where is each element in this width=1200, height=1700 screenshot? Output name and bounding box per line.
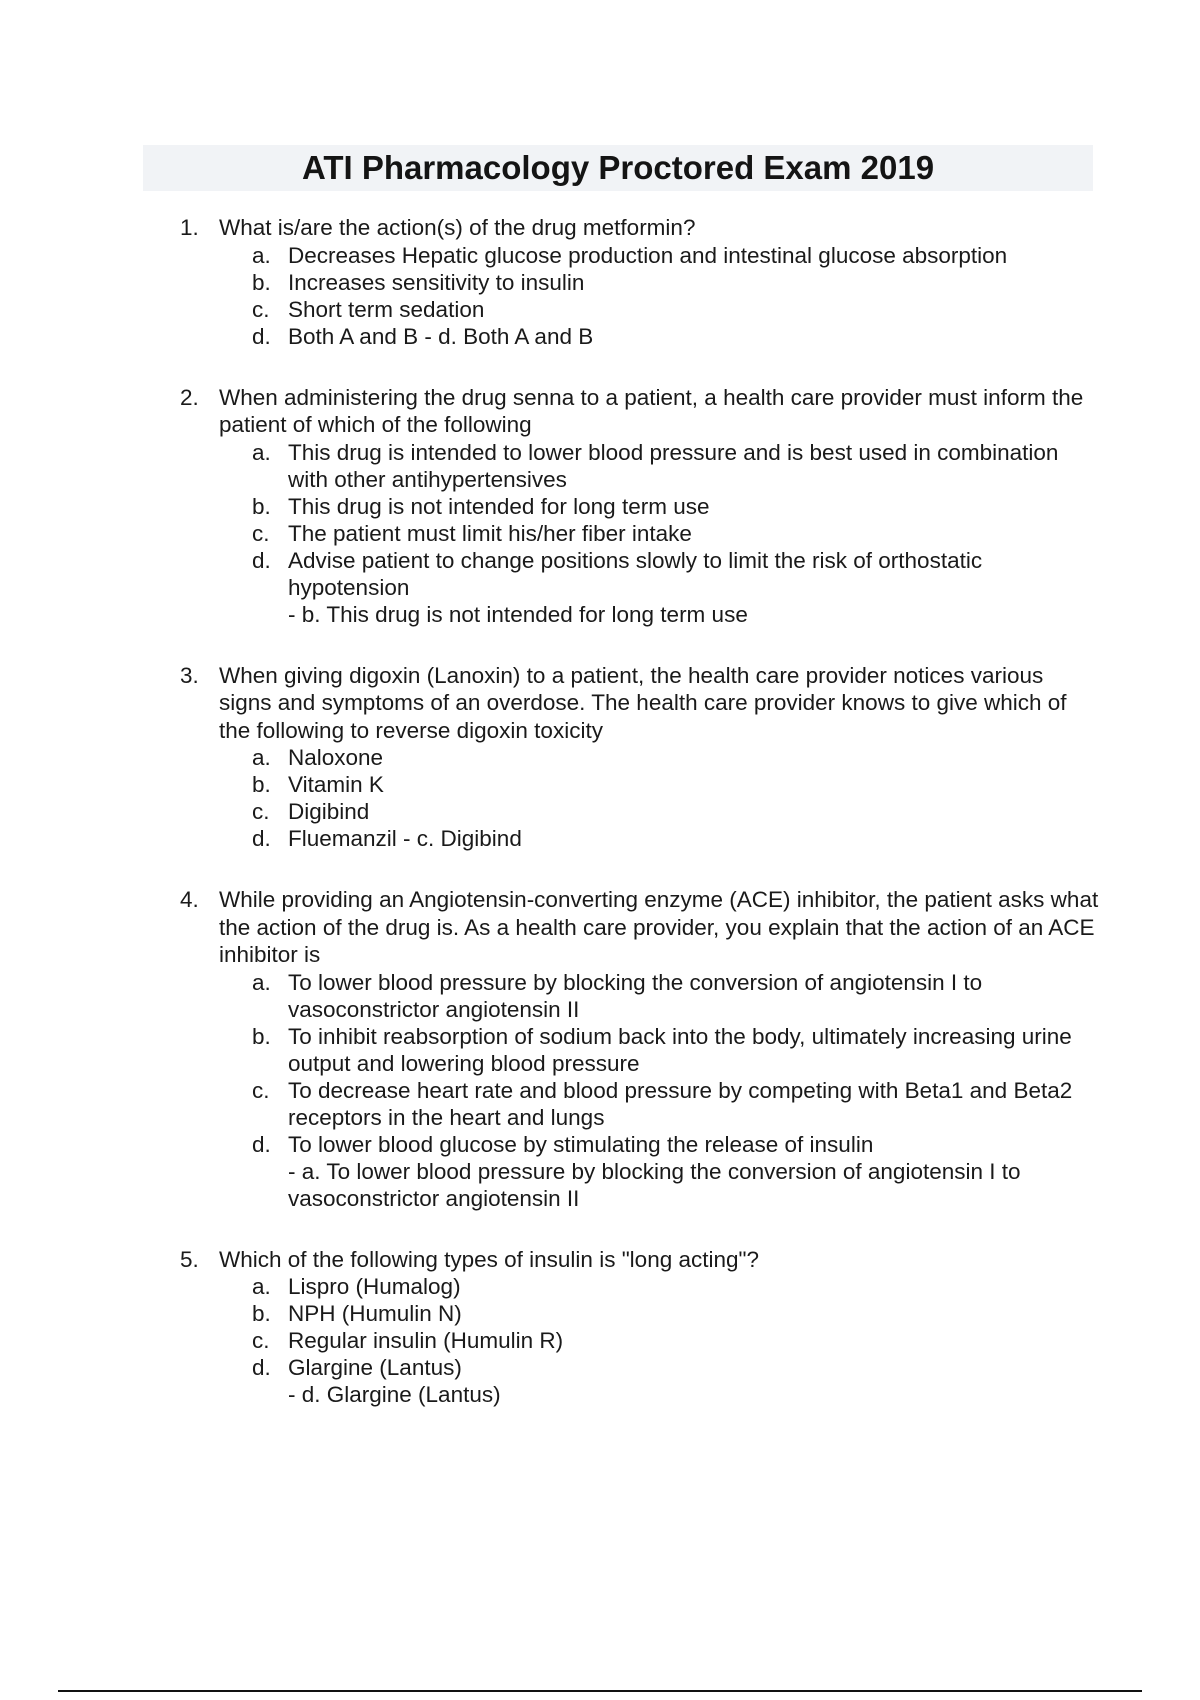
option-text: Regular insulin (Humulin R)	[288, 1328, 564, 1353]
option-d	[252, 323, 1100, 350]
question-list	[180, 214, 1100, 1442]
option-letter: d.	[252, 826, 271, 851]
question-number: 3.	[180, 662, 199, 688]
option-d	[252, 1131, 1100, 1158]
option-text: Increases sensitivity to insulin	[288, 269, 585, 295]
option-b	[252, 1023, 1100, 1077]
option-text: NPH (Humulin N)	[288, 1301, 462, 1326]
option-list	[180, 744, 1100, 852]
option-text: Both A and B - d. Both A and B	[288, 323, 594, 349]
option-a	[252, 744, 1100, 771]
option-c	[252, 1077, 1100, 1131]
option-letter: b.	[252, 493, 271, 519]
option-letter: d.	[252, 323, 271, 349]
option-text: Advise patient to change positions slowly to limit the risk of orthostatic hypotension	[288, 547, 983, 600]
option-letter: b.	[252, 1023, 271, 1049]
option-letter: a.	[252, 242, 271, 268]
option-text: To lower blood glucose by stimulating the release of insulin	[288, 1131, 874, 1157]
question-text: Which of the following types of insulin is "long acting"?	[219, 1246, 760, 1272]
option-b	[252, 1300, 1100, 1327]
option-a	[252, 439, 1100, 493]
option-letter: a.	[252, 439, 271, 465]
option-letter: d.	[252, 1355, 271, 1380]
option-b	[252, 269, 1100, 296]
option-c	[252, 798, 1100, 825]
option-d	[252, 547, 1100, 601]
option-list	[180, 439, 1100, 601]
option-text: To inhibit reabsorption of sodium back into the body, ultimately increasing urine output and lowering blood pressure	[288, 1023, 1072, 1076]
option-text: Short term sedation	[288, 296, 485, 322]
answer-text: - d. Glargine (Lantus)	[288, 1382, 501, 1407]
option-text: Glargine (Lantus)	[288, 1355, 462, 1380]
option-text: Naloxone	[288, 745, 384, 770]
option-letter: b.	[252, 1301, 271, 1326]
question-number: 4.	[180, 887, 199, 912]
question-number: 1.	[180, 215, 199, 240]
option-letter: c.	[252, 1077, 270, 1103]
question-5	[180, 1246, 1100, 1409]
option-list	[180, 242, 1100, 350]
question-number: 2.	[180, 384, 199, 410]
option-letter: c.	[252, 296, 270, 322]
option-a	[252, 242, 1100, 269]
option-letter: c.	[252, 1328, 270, 1353]
option-letter: a.	[252, 1274, 271, 1299]
question-text: While providing an Angiotensin-converting enzyme (ACE) inhibitor, the patient asks what the action of the drug is. As a health care provider, you explain that the action of an ACE inhibitor is	[219, 887, 1099, 967]
question-3	[180, 662, 1100, 853]
option-c	[252, 1327, 1100, 1354]
option-letter: d.	[252, 547, 271, 573]
option-letter: a.	[252, 969, 271, 995]
option-text: Lispro (Humalog)	[288, 1274, 461, 1299]
question-text: When administering the drug senna to a patient, a health care provider must inform the patient of which of the following	[219, 384, 1084, 437]
page-title: ATI Pharmacology Proctored Exam 2019	[301, 149, 935, 186]
answer-text: - b. This drug is not intended for long term use	[288, 601, 748, 627]
option-text: Fluemanzil - c. Digibind	[288, 826, 522, 851]
option-list	[180, 1273, 1100, 1381]
option-a	[252, 969, 1100, 1023]
option-c	[252, 296, 1100, 323]
option-b	[252, 493, 1100, 520]
question-text: What is/are the action(s) of the drug metformin?	[219, 215, 696, 240]
option-list	[180, 969, 1100, 1158]
option-letter: c.	[252, 799, 270, 824]
option-d	[252, 1354, 1100, 1381]
question-number: 5.	[180, 1246, 199, 1272]
option-letter: a.	[252, 745, 271, 770]
option-text: To decrease heart rate and blood pressure by competing with Beta1 and Beta2 receptors in the heart and lungs	[288, 1077, 1073, 1130]
option-letter: c.	[252, 520, 270, 546]
option-text: Digibind	[288, 799, 370, 824]
option-text: To lower blood pressure by blocking the conversion of angiotensin I to vasoconstrictor angiotensin II	[288, 969, 983, 1022]
question-4	[180, 886, 1100, 1212]
footer-divider	[58, 1690, 1142, 1692]
question-text: When giving digoxin (Lanoxin) to a patient, the health care provider notices various signs and symptoms of an overdose. The health care provider knows to give which of the following to reverse digoxin toxicity	[219, 662, 1067, 743]
option-d	[252, 825, 1100, 852]
option-text: Decreases Hepatic glucose production and intestinal glucose absorption	[288, 242, 1008, 268]
answer-text: - a. To lower blood pressure by blocking the conversion of angiotensin I to vasoconstrictor angiotensin II	[288, 1158, 1021, 1211]
option-letter: d.	[252, 1131, 271, 1157]
option-text: This drug is intended to lower blood pressure and is best used in combination with other antihypertensives	[288, 439, 1059, 492]
option-letter: b.	[252, 772, 271, 797]
option-text: The patient must limit his/her fiber intake	[288, 520, 692, 546]
option-a	[252, 1273, 1100, 1300]
option-c	[252, 520, 1100, 547]
question-1	[180, 214, 1100, 350]
option-text: This drug is not intended for long term use	[288, 493, 710, 519]
option-text: Vitamin K	[288, 772, 384, 797]
option-letter: b.	[252, 269, 271, 295]
option-b	[252, 771, 1100, 798]
question-2	[180, 384, 1100, 628]
